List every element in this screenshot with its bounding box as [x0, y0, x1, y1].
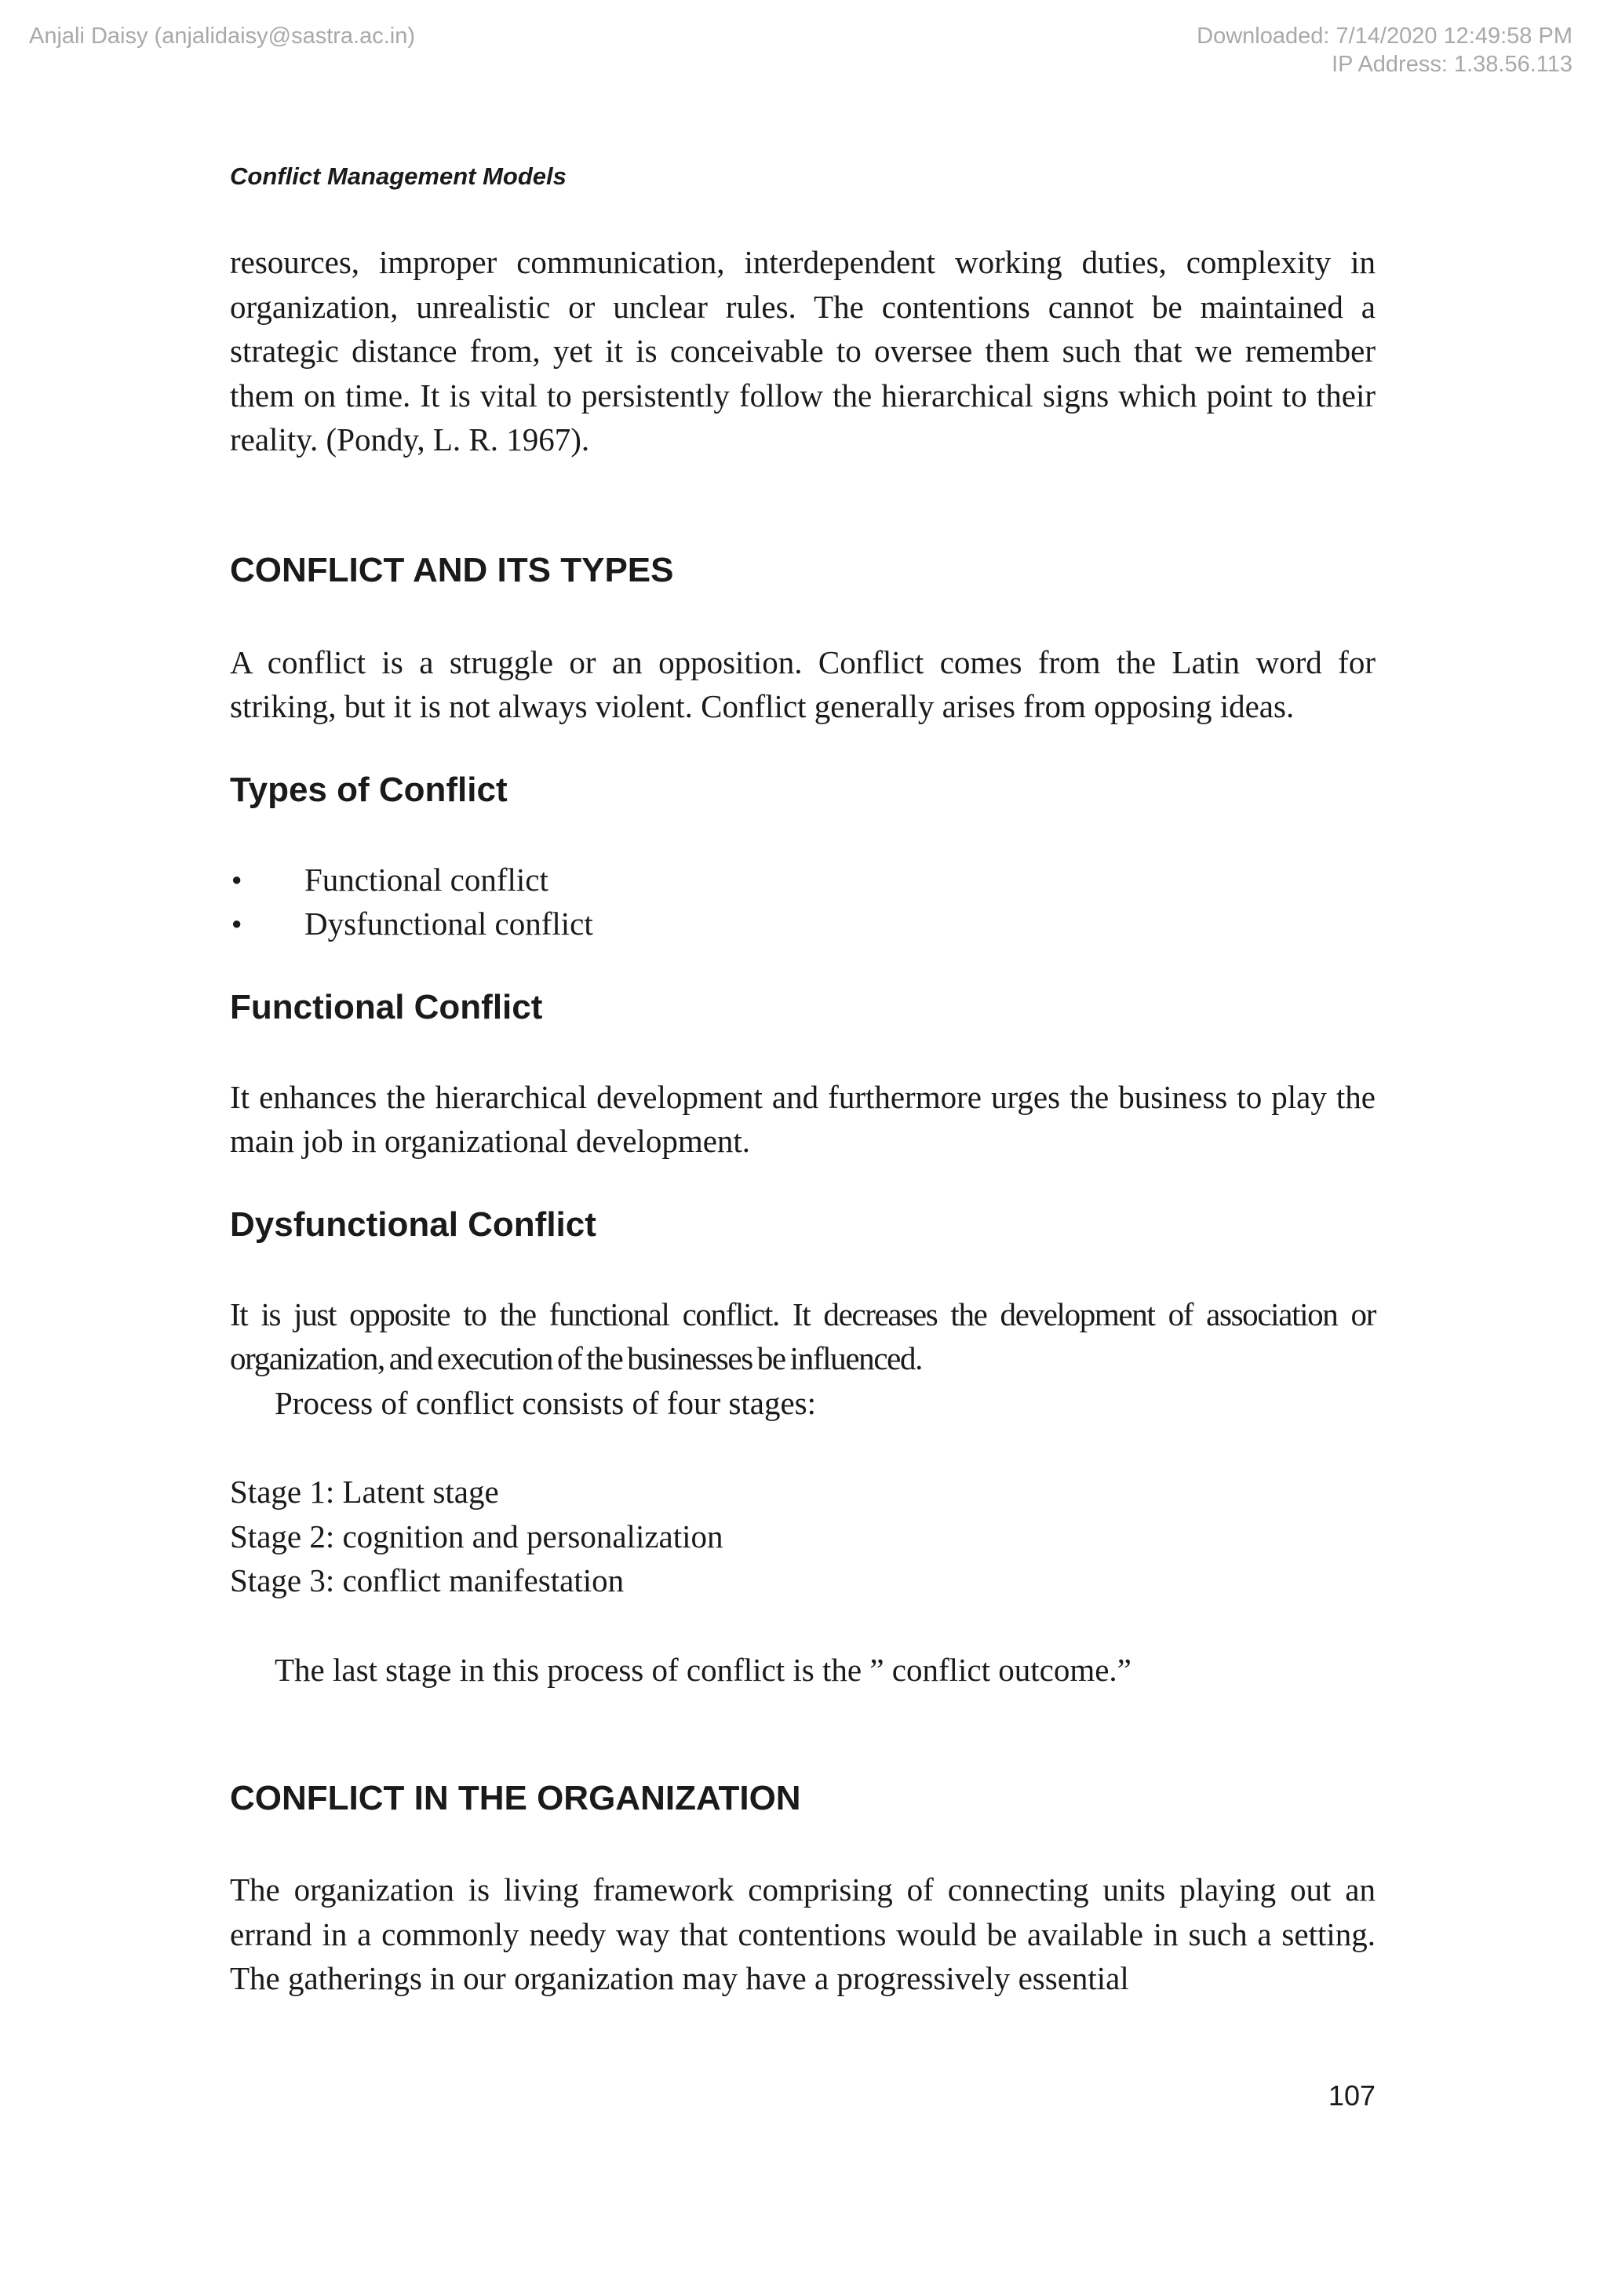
conflict-stages-list — [230, 1470, 1376, 1603]
list-item: Stage 3: conflict manifestation — [230, 1562, 625, 1598]
last-stage-text: The last stage in this process of conflict is the ” conflict outcome.” — [275, 1651, 1131, 1688]
conflict-types-list — [230, 858, 1376, 946]
running-head: Conflict Management Models — [230, 162, 567, 190]
list-item: ● Dysfunctional conflict — [230, 902, 1376, 946]
download-user-watermark: Anjali Daisy (anjalidaisy@sastra.ac.in) — [29, 24, 416, 49]
download-timestamp: Downloaded: 7/14/2020 12:49:58 PM — [1197, 24, 1572, 49]
functional-conflict-heading: Functional Conflict — [230, 987, 543, 1026]
process-intro-text: Process of conflict consists of four stages: — [275, 1384, 817, 1421]
list-item: ● Functional conflict — [230, 858, 1376, 902]
dysfunctional-conflict-heading: Dysfunctional Conflict — [230, 1204, 596, 1244]
list-item: Stage 2: cognition and personalization — [230, 1518, 723, 1554]
download-ip-address: IP Address: 1.38.56.113 — [1332, 52, 1572, 77]
functional-conflict-paragraph: It enhances the hierarchical development and furthermore urges the business to play the main job in organizational development. — [230, 1078, 1376, 1159]
conflict-definition-paragraph: A conflict is a struggle or an opposition. Conflict comes from the Latin word for striking, but it is not always violent. Conflict generally arises from opposing ideas. — [230, 643, 1376, 724]
section-heading-conflict-types: CONFLICT AND ITS TYPES — [230, 550, 674, 589]
organization-paragraph: The organization is living framework comprising of connecting units playing out an errand in a commonly needy way that contentions would be available in such a setting. The gatherings in our organization may have a progressively essential — [230, 1871, 1376, 1996]
dysfunctional-conflict-paragraph: It is just opposite to the functional conflict. It decreases the development of association or organization, and execution of the businesses be influenced. — [230, 1296, 1376, 1376]
section-heading-conflict-organization: CONFLICT IN THE ORGANIZATION — [230, 1779, 801, 1817]
page-number: 107 — [1328, 2079, 1376, 2112]
page-content — [230, 240, 1376, 2001]
intro-paragraph: resources, improper communication, interdependent working duties, complexity in organization, unrealistic or unclear rules. The contentions cannot be maintained a strategic distance from, yet it is conceivable to oversee them such that we remember them on time. It is vital to persistently follow the hierarchical signs which point to their reality. (Pondy, L. R. 1967). — [230, 244, 1376, 457]
download-info-watermark — [1197, 22, 1572, 78]
list-item: Stage 1: Latent stage — [230, 1474, 499, 1510]
types-of-conflict-heading: Types of Conflict — [230, 770, 508, 809]
